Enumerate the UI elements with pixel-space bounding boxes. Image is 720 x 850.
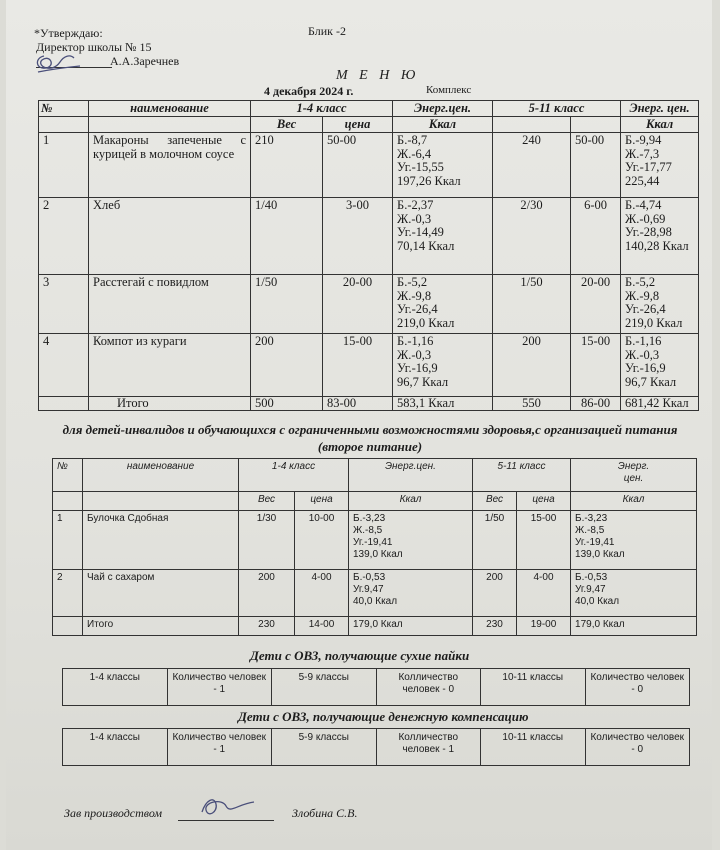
menu-kind: Комплекс	[426, 84, 472, 96]
weight-2: 1/50	[493, 275, 571, 334]
protein: Б.-9,94	[625, 133, 662, 147]
price-2: 20-00	[571, 275, 621, 334]
col-energy-1: Энерг.цен.	[393, 101, 493, 117]
protein: Б.-5,2	[625, 275, 656, 289]
fat: Ж.-8,5	[575, 525, 605, 536]
carbs: Уг.-16,9	[625, 361, 666, 375]
count-1-4: Количество человек - 1	[167, 729, 272, 766]
col-weight-1: Вес	[239, 492, 295, 511]
col-kcal-2: Ккал	[621, 117, 699, 133]
fat: Ж.-0,3	[397, 347, 432, 362]
col-blank	[83, 492, 239, 511]
weight-1: 200	[239, 570, 295, 617]
col-num: №	[39, 101, 89, 117]
document-sheet	[6, 0, 712, 850]
kcal: 96,7 Ккал	[625, 374, 677, 389]
count-1-4: Количество человек - 1	[167, 669, 272, 706]
dish-name: Макароны запеченые с курицей в молочном соусе	[89, 133, 251, 198]
carbs: Уг.9,47	[353, 584, 384, 595]
row-num: 2	[53, 570, 83, 617]
energy-2	[621, 334, 699, 397]
col-grade-1-4: 1-4 класс	[251, 101, 393, 117]
total-label: Итого	[89, 397, 251, 411]
count-10-11: Количество человек - 0	[585, 729, 690, 766]
total-price-1: 14-00	[295, 617, 349, 636]
compensation-table	[62, 728, 690, 766]
weight-1: 1/40	[251, 198, 323, 275]
col-kcal-1: Ккал	[393, 117, 493, 133]
col-price-1: цена	[323, 117, 393, 133]
kcal: 70,14 Ккал	[397, 238, 455, 253]
carbs: Уг.-17,77	[625, 160, 672, 174]
table-row	[39, 334, 699, 397]
weight-2: 200	[493, 334, 571, 397]
total-weight-1: 500	[251, 397, 323, 411]
grade-group-5-9: 5-9 классы	[272, 669, 377, 706]
director-name: А.А.Заречнев	[110, 54, 180, 68]
director-label: Директор школы № 15	[36, 40, 152, 54]
carbs: Уг.-26,4	[397, 302, 438, 316]
row-num: 3	[39, 275, 89, 334]
carbs: Уг.-19,41	[575, 537, 615, 548]
protein: Б.-8,7	[397, 133, 428, 147]
kcal: 139,0 Ккал	[353, 549, 403, 560]
total-price-1: 83-00	[323, 397, 393, 411]
kcal: 219,0 Ккал	[397, 315, 455, 330]
kcal: 40,0 Ккал	[353, 596, 398, 607]
price-1: 15-00	[323, 334, 393, 397]
kcal: 96,7 Ккал	[397, 374, 449, 389]
price-1: 4-00	[295, 570, 349, 617]
weight-1: 1/30	[239, 511, 295, 570]
energy-2	[621, 275, 699, 334]
price-2: 15-00	[517, 511, 571, 570]
energy-1	[393, 334, 493, 397]
header-row-2	[39, 117, 699, 133]
price-1: 3-00	[323, 198, 393, 275]
price-1: 50-00	[323, 133, 393, 198]
director-signature	[30, 48, 90, 78]
energy-1	[349, 570, 473, 617]
fat: Ж.-0,3	[397, 211, 432, 226]
weight-1: 1/50	[251, 275, 323, 334]
table-row	[63, 669, 690, 706]
dry-rations-table	[62, 668, 690, 706]
col-grade-1-4: 1-4 класс	[239, 459, 349, 492]
kcal: 197,26 Ккал	[397, 173, 461, 188]
row-num: 2	[39, 198, 89, 275]
total-weight-1: 230	[239, 617, 295, 636]
total-kcal-2: 681,42 Ккал	[621, 397, 699, 411]
dry-rations-caption: Дети с ОВЗ, получающие сухие пайки	[250, 648, 470, 663]
manager-signature	[192, 792, 262, 822]
col-energy-2: Энерг. цен.	[621, 101, 699, 117]
total-weight-2: 230	[473, 617, 517, 636]
dish-name: Булочка Сдобная	[83, 511, 239, 570]
dish-name: Хлеб	[89, 198, 251, 275]
protein: Б.-3,23	[353, 513, 386, 524]
carbs: Уг.-19,41	[353, 537, 393, 548]
kcal: 139,0 Ккал	[575, 549, 625, 560]
total-weight-2: 550	[493, 397, 571, 411]
protein: Б.-2,37	[397, 198, 434, 212]
grade-group-1-4: 1-4 классы	[63, 729, 168, 766]
row-num: 1	[39, 133, 89, 198]
price-2: 15-00	[571, 334, 621, 397]
energy-2	[571, 511, 697, 570]
header-row-2	[53, 492, 697, 511]
col-price-1: цена	[295, 492, 349, 511]
protein: Б.-0,53	[353, 572, 386, 583]
col-weight-2: Вес	[473, 492, 517, 511]
price-1: 10-00	[295, 511, 349, 570]
price-2: 4-00	[517, 570, 571, 617]
table-row	[39, 133, 699, 198]
total-price-2: 19-00	[517, 617, 571, 636]
main-menu-table	[38, 100, 699, 411]
fat: Ж.-7,3	[625, 146, 660, 161]
total-kcal-1: 583,1 Ккал	[393, 397, 493, 411]
production-manager-name: Злобина С.В.	[292, 806, 358, 820]
carbs: Уг.-14,49	[397, 225, 444, 239]
table-row	[39, 198, 699, 275]
col-energy-1: Энерг.цен.	[349, 459, 473, 492]
carbs: Уг.-16,9	[397, 361, 438, 375]
col-grade-5-11: 5-11 класс	[473, 459, 571, 492]
row-num: 1	[53, 511, 83, 570]
carbs: Уг.9,47	[575, 584, 606, 595]
table-row	[39, 275, 699, 334]
col-name: наименование	[89, 101, 251, 117]
weight-2: 1/50	[473, 511, 517, 570]
fat: Ж.-0,69	[625, 211, 666, 226]
grade-group-1-4: 1-4 классы	[63, 669, 168, 706]
col-blank	[89, 117, 251, 133]
dish-name: Расстегай с повидлом	[89, 275, 251, 334]
header-row-1	[53, 459, 697, 492]
col-weight-1: Вес	[251, 117, 323, 133]
protein: Б.-1,16	[625, 334, 662, 348]
energy-1	[393, 198, 493, 275]
fat: Ж.-8,5	[353, 525, 383, 536]
weight-2: 200	[473, 570, 517, 617]
col-blank	[53, 492, 83, 511]
energy-2	[571, 570, 697, 617]
col-price-2: цена	[517, 492, 571, 511]
col-blank	[493, 117, 571, 133]
row-num: 4	[39, 334, 89, 397]
kcal: 219,0 Ккал	[625, 315, 683, 330]
carbs: Уг.-28,98	[625, 225, 672, 239]
compensation-caption: Дети с ОВЗ, получающие денежную компенсацию	[238, 709, 529, 724]
count-5-9: Колличество человек - 1	[376, 729, 481, 766]
form-code: Блик -2	[308, 24, 346, 38]
grade-group-5-9: 5-9 классы	[272, 729, 377, 766]
weight-1: 210	[251, 133, 323, 198]
col-name: наименование	[83, 459, 239, 492]
col-kcal-2: Ккал	[571, 492, 697, 511]
kcal: 225,44	[625, 173, 660, 188]
col-grade-5-11: 5-11 класс	[493, 101, 621, 117]
price-2: 6-00	[571, 198, 621, 275]
col-kcal-1: Ккал	[349, 492, 473, 511]
energy-2	[621, 133, 699, 198]
protein: Б.-3,23	[575, 513, 608, 524]
grade-group-10-11: 10-11 классы	[481, 729, 586, 766]
dish-name: Компот из кураги	[89, 334, 251, 397]
second-menu-table	[52, 458, 697, 636]
col-blank	[39, 117, 89, 133]
grade-group-10-11: 10-11 классы	[481, 669, 586, 706]
table-row	[53, 570, 697, 617]
fat: Ж.-0,3	[625, 347, 660, 362]
col-blank	[39, 397, 89, 411]
fat: Ж.-9,8	[625, 288, 660, 303]
menu-date: 4 декабря 2024 г.	[264, 84, 354, 98]
approve-label: *Утверждаю:	[34, 26, 103, 40]
total-row	[53, 617, 697, 636]
energy-1	[349, 511, 473, 570]
col-blank	[53, 617, 83, 636]
col-blank	[571, 117, 621, 133]
production-manager-label: Зав производством	[64, 806, 163, 820]
col-energy-2: Энерг. цен.	[571, 459, 697, 492]
kcal: 140,28 Ккал	[625, 238, 689, 253]
energy-1	[393, 275, 493, 334]
col-num: №	[53, 459, 83, 492]
count-10-11: Количество человек - 0	[585, 669, 690, 706]
carbs: Уг.-26,4	[625, 302, 666, 316]
total-kcal-1: 179,0 Ккал	[349, 617, 473, 636]
weight-1: 200	[251, 334, 323, 397]
second-meal-caption: для детей-инвалидов и обучающихся с ограниченными возможностями здоровья,с организацией питания (второе питание)	[62, 422, 678, 454]
total-price-2: 86-00	[571, 397, 621, 411]
total-kcal-2: 179,0 Ккал	[571, 617, 697, 636]
table-row	[53, 511, 697, 570]
table-row	[63, 729, 690, 766]
protein: Б.-5,2	[397, 275, 428, 289]
protein: Б.-4,74	[625, 198, 662, 212]
weight-2: 240	[493, 133, 571, 198]
price-1: 20-00	[323, 275, 393, 334]
protein: Б.-0,53	[575, 572, 608, 583]
energy-1	[393, 133, 493, 198]
header-row-1	[39, 101, 699, 117]
count-5-9: Колличество человек - 0	[376, 669, 481, 706]
total-label: Итого	[83, 617, 239, 636]
energy-2	[621, 198, 699, 275]
carbs: Уг.-15,55	[397, 160, 444, 174]
dish-name: Чай с сахаром	[83, 570, 239, 617]
menu-title: М Е Н Ю	[336, 68, 420, 83]
fat: Ж.-6,4	[397, 146, 432, 161]
kcal: 40,0 Ккал	[575, 596, 620, 607]
weight-2: 2/30	[493, 198, 571, 275]
price-2: 50-00	[571, 133, 621, 198]
fat: Ж.-9,8	[397, 288, 432, 303]
protein: Б.-1,16	[397, 334, 434, 348]
total-row	[39, 397, 699, 411]
